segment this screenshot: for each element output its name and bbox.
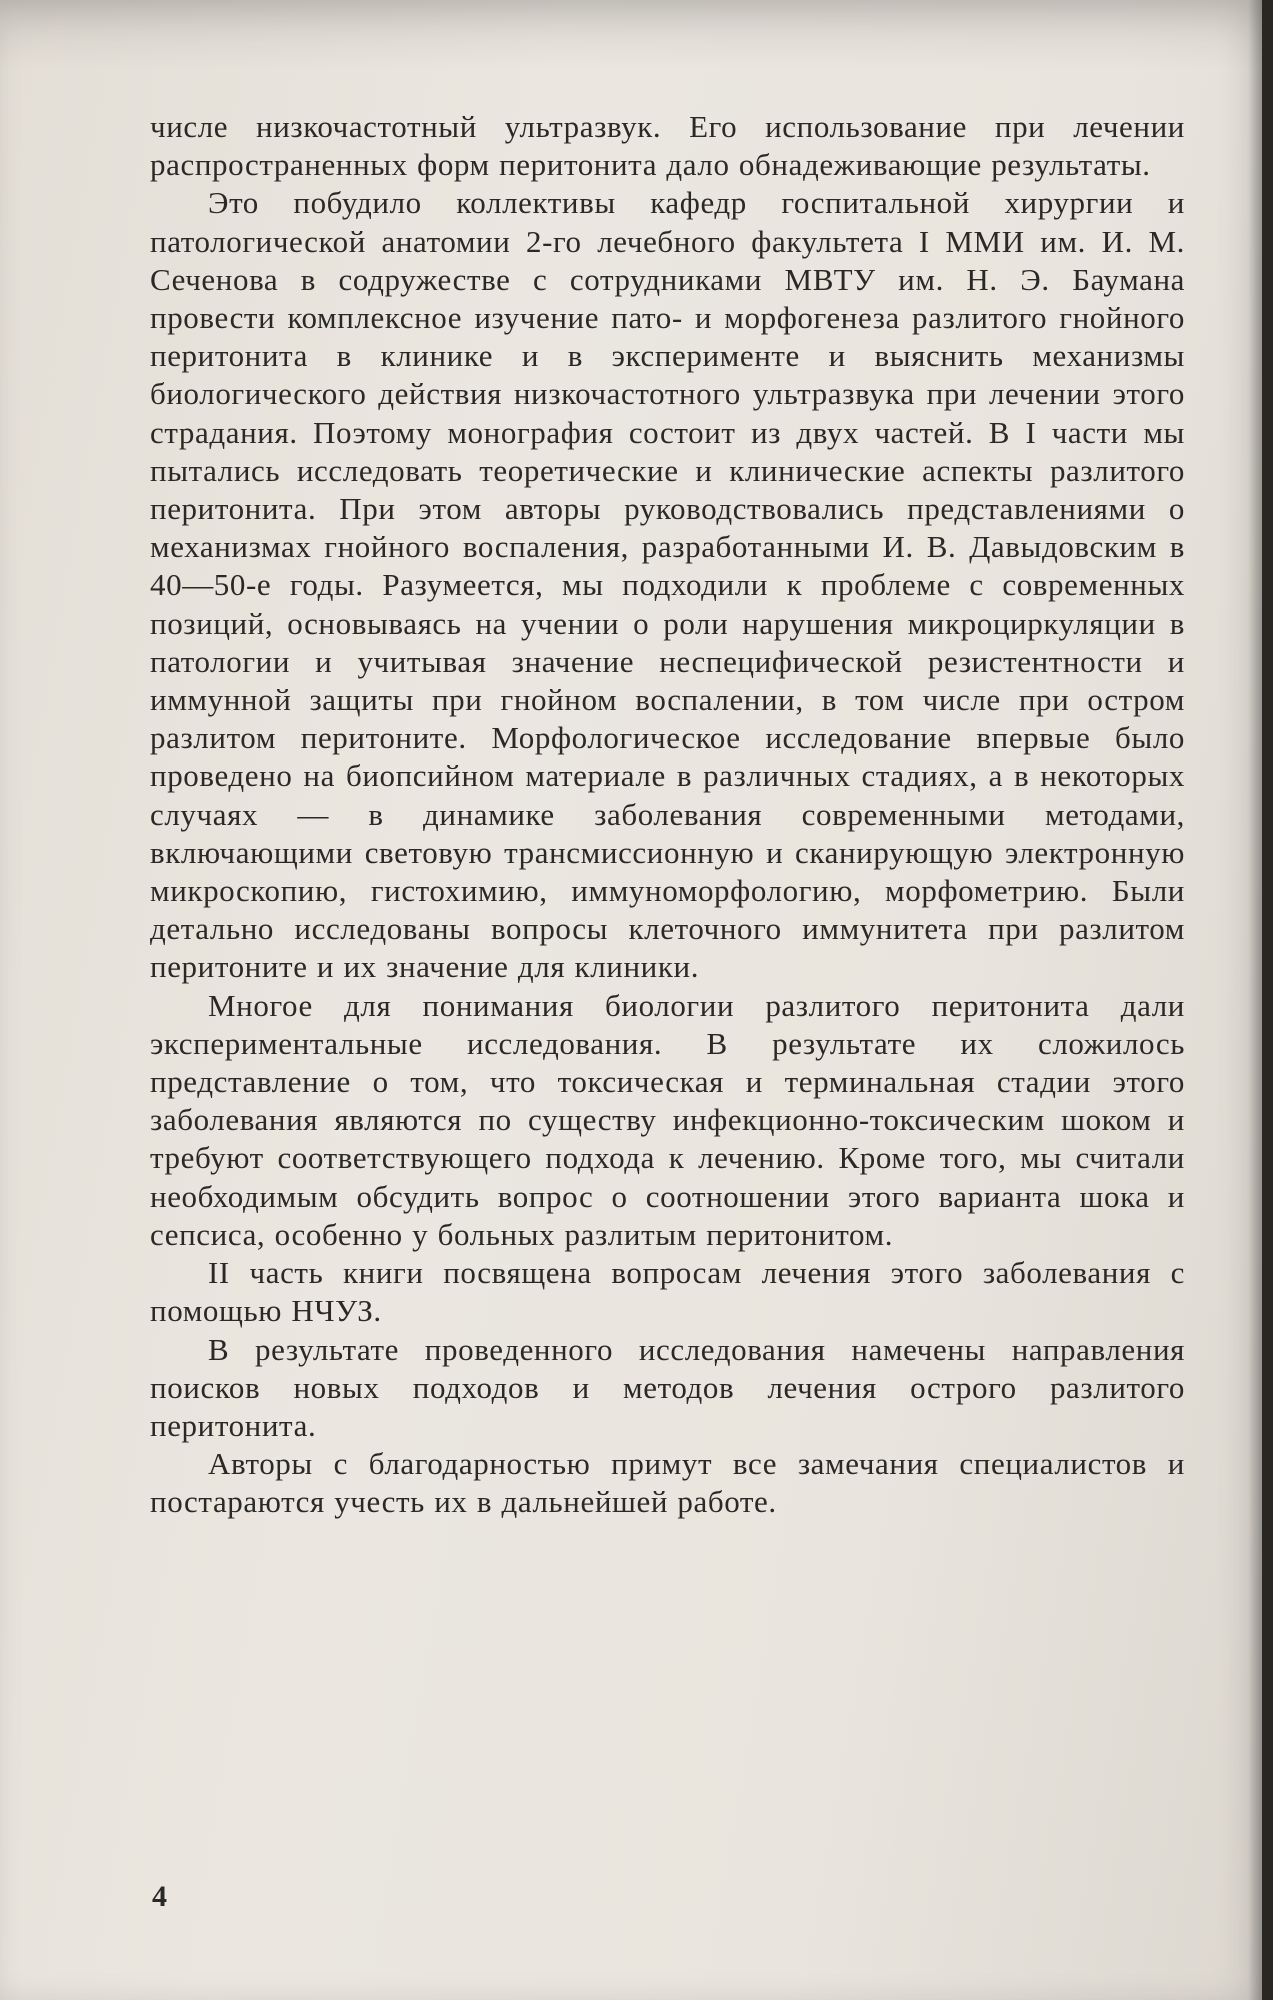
body-text <box>150 108 1185 1522</box>
paragraph-3: Многое для понимания биологии разлитого перитонита дали экспериментальные исследования. В результате их сложилось представление о том, что токсическая и терминальная стадии этого заболевания являются по существу инфекционно-токсическим шоком и требуют соответствующего подхода к лечению. Кроме того, мы считали необходимым обсудить вопрос о соотношении этого варианта шока и сепсиса, особенно у больных разлитым перитонитом. <box>150 987 1185 1252</box>
paragraph-2: Это побудило коллективы кафедр госпитальной хирургии и патологической анатомии 2-го лечебного факультета I ММИ им. И. М. Сеченова в содружестве с сотрудниками МВТУ им. Н. Э. Баумана провести комплексное изучение пато- и морфогенеза разлитого гнойного перитонита в клинике и в эксперименте и выяснить механизмы биологического действия низкочастотного ультразвука при лечении этого страдания. Поэтому монография состоит из двух частей. В I части мы пытались исследовать теоретические и клинические аспекты разлитого перитонита. При этом авторы руководствовались представлениями о механизмах гнойного воспаления, разработанными И. В. Давыдовским в 40—50-е годы. Разумеется, мы подходили к проблеме с современных позиций, основываясь на учении о роли нарушения микроциркуляции в патологии и учитывая значение неспецифической резистентности и иммунной защиты при гнойном воспалении, в том числе при остром разлитом перитоните. Морфологическое исследование впервые было проведено на биопсийном материале в различных стадиях, а в некоторых случаях — в динамике заболевания современными методами, включающими световую трансмиссионную и сканирующую электронную микроскопию, гистохимию, иммуноморфологию, морфометрию. Были детально исследованы вопросы клеточного иммунитета при разлитом перитоните и их значение для клиники. <box>150 185 1185 985</box>
page-edge-shadow <box>1248 0 1262 2000</box>
paragraph-6: Авторы с благодарностью примут все замечания специалистов и постараются учесть их в дальнейшей работе. <box>150 1446 1185 1520</box>
page-top-shadow <box>0 0 1262 70</box>
paragraph-1: числе низкочастотный ультразвук. Его использование при лечении распространенных форм перитонита дало обнадеживающие результаты. <box>150 109 1185 183</box>
page-number: 4 <box>152 1880 167 1913</box>
paragraph-5: В результате проведенного исследования намечены направления поисков новых подходов и методов лечения острого разлитого перитонита. <box>150 1331 1185 1443</box>
paragraph-4: II часть книги посвящена вопросам лечения этого заболевания с помощью НЧУЗ. <box>150 1255 1185 1329</box>
